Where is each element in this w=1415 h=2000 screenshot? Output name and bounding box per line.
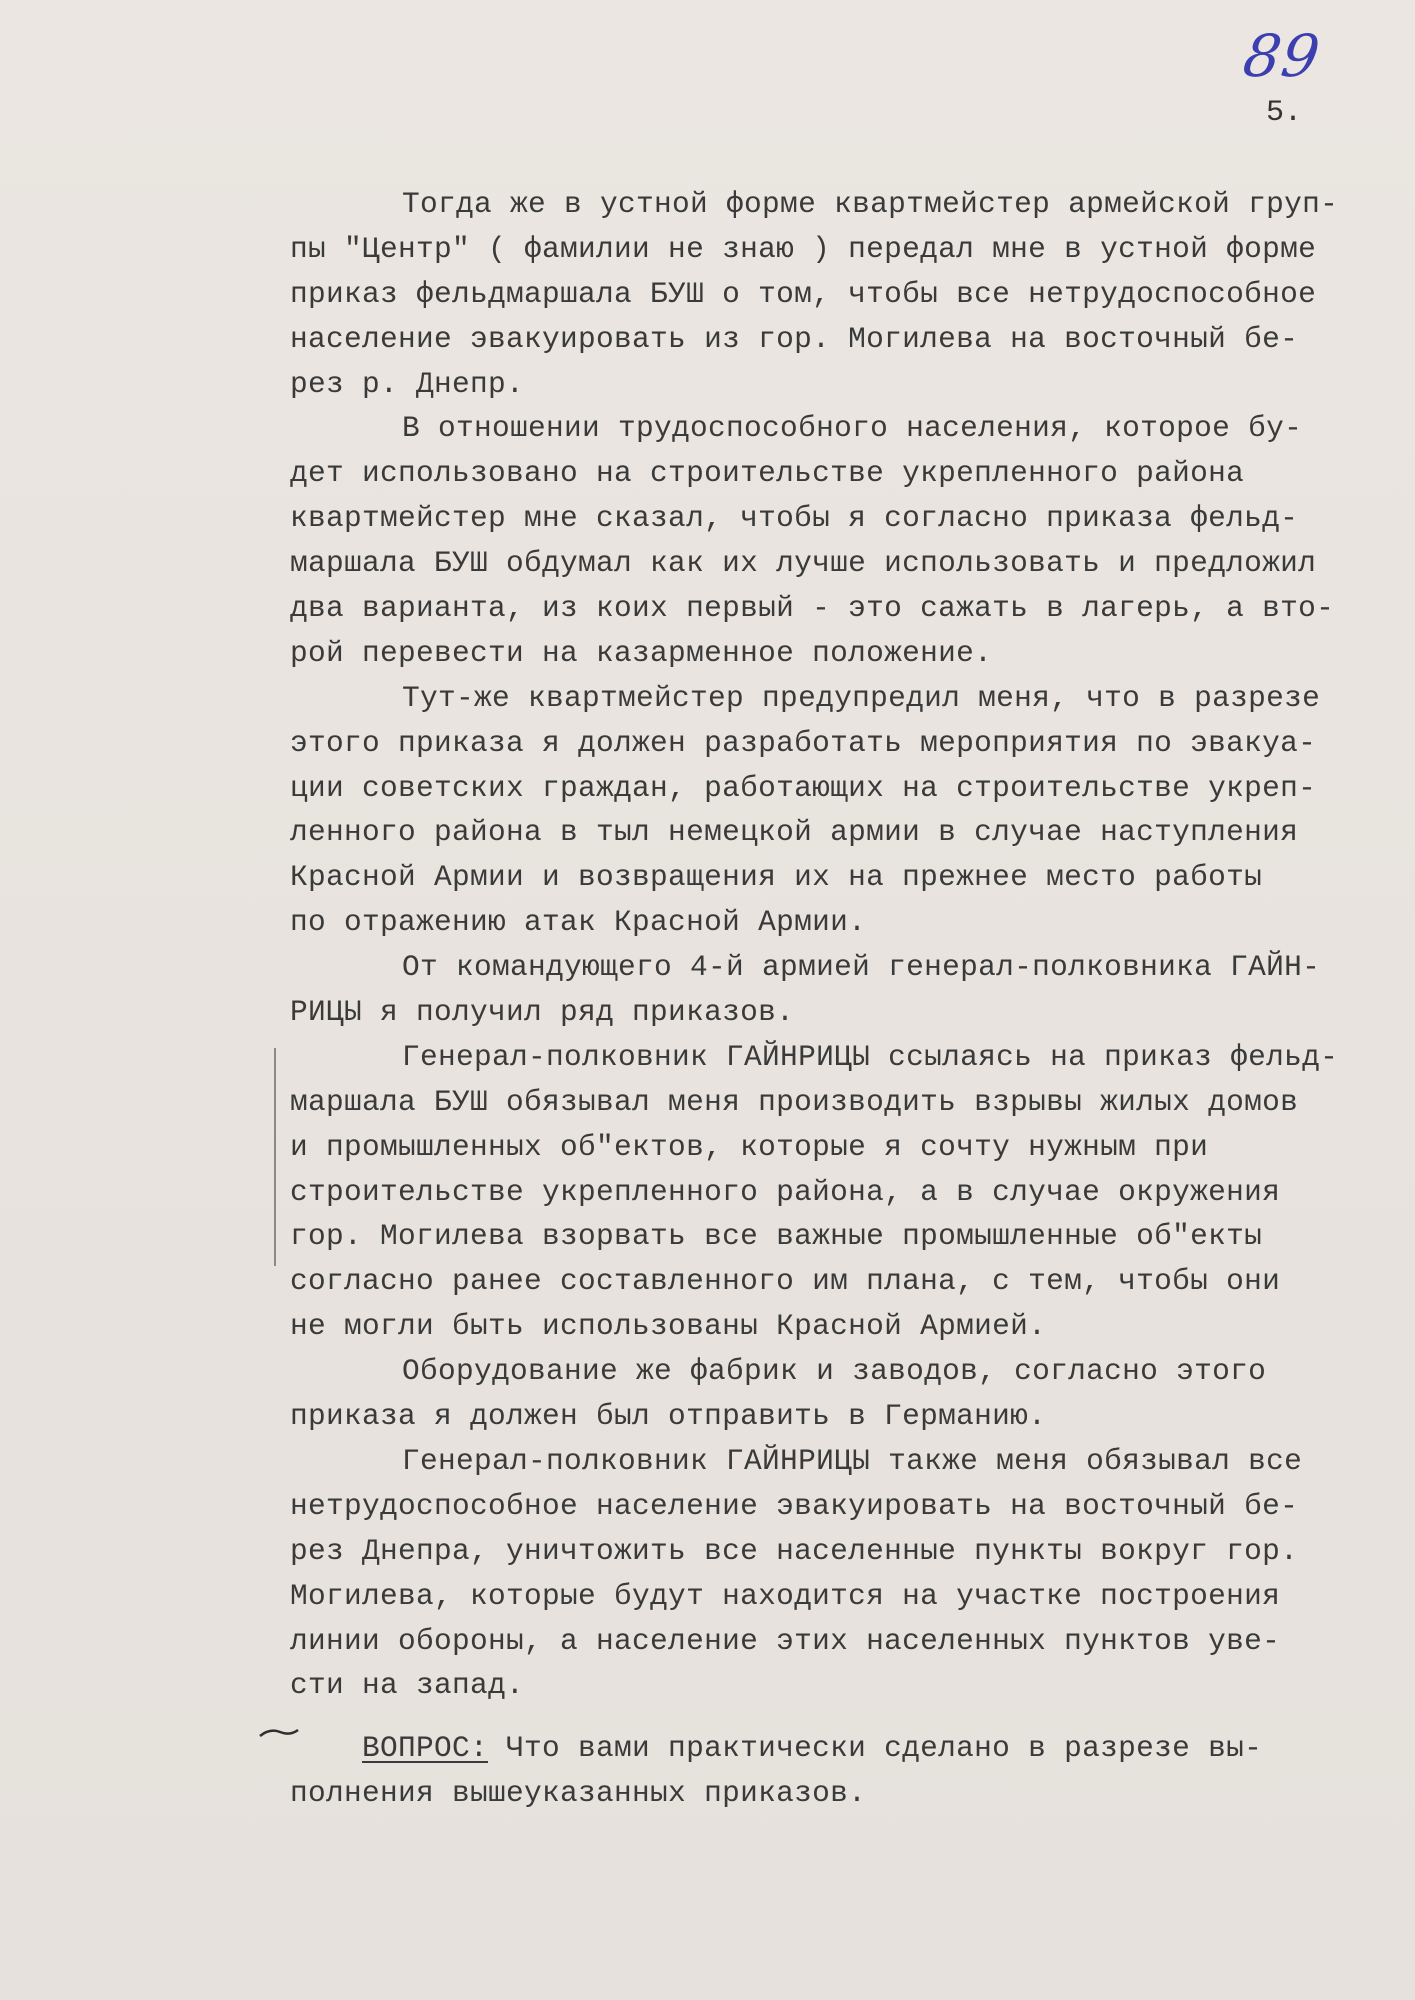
- text-line: два варианта, из коих первый - это сажать в лагерь, а вто-: [290, 591, 1335, 626]
- text-line: пы "Центр" ( фамилии не знаю ) передал мне в устной форме: [290, 231, 1317, 266]
- text-line: население эвакуировать из гор. Могилева на восточный бе-: [290, 321, 1299, 356]
- archive-page-number: 89: [1239, 22, 1325, 90]
- text-line: квартмейстер мне сказал, чтобы я согласно приказа фельд-: [290, 501, 1299, 536]
- margin-mark-bar: [274, 1048, 276, 1266]
- text-line: От командующего 4-й армией генерал-полковника ГАЙН-: [402, 950, 1321, 985]
- text-line: этого приказа я должен разработать мероприятия по эвакуа-: [290, 725, 1317, 760]
- text-line: дет использовано на строительстве укрепленного района: [290, 456, 1245, 491]
- page-number: 5.: [1266, 96, 1303, 130]
- text-line: Красной Армии и возвращения их на прежнее место работы: [290, 860, 1263, 895]
- text-line: приказ фельдмаршала БУШ о том, чтобы все нетрудоспособное: [290, 276, 1317, 311]
- text-line: Могилева, которые будут находится на участке построения: [290, 1578, 1281, 1613]
- text-line: приказа я должен был отправить в Германию.: [290, 1399, 1047, 1434]
- text-line: рез Днепра, уничтожить все населенные пункты вокруг гор.: [290, 1533, 1299, 1568]
- text-line: маршала БУШ обдумал как их лучше использовать и предложил: [290, 546, 1317, 581]
- text-line: рез р. Днепр.: [290, 366, 525, 401]
- text-line: по отражению атак Красной Армии.: [290, 905, 867, 940]
- text-line: Генерал-полковник ГАЙНРИЦЫ также меня обязывал все: [402, 1443, 1303, 1478]
- text-line: гор. Могилева взорвать все важные промышленные об"екты: [290, 1219, 1263, 1254]
- text-line: Оборудование же фабрик и заводов, согласно этого: [402, 1354, 1267, 1389]
- text-line: строительстве укрепленного района, а в случае окружения: [290, 1174, 1281, 1209]
- document-body: [290, 182, 1350, 1816]
- text-line: маршала БУШ обязывал меня производить взрывы жилых домов: [290, 1084, 1299, 1119]
- text-line: и промышленных об"ектов, которые я сочту нужным при: [290, 1129, 1209, 1164]
- text-line: линии обороны, а население этих населенных пунктов уве-: [290, 1623, 1281, 1658]
- text-line: ленного района в тыл немецкой армии в случае наступления: [290, 815, 1299, 850]
- text-line: согласно ранее составленного им плана, с тем, чтобы они: [290, 1264, 1281, 1299]
- text-line: В отношении трудоспособного населения, которое бу-: [402, 411, 1303, 446]
- text-line: сти на запад.: [290, 1668, 525, 1703]
- text-line: РИЦЫ я получил ряд приказов.: [290, 995, 795, 1030]
- text-line: не могли быть использованы Красной Армией.: [290, 1309, 1047, 1344]
- question-label: ВОПРОС:: [362, 1731, 489, 1766]
- text-line: ции советских граждан, работающих на строительстве укреп-: [290, 770, 1317, 805]
- text-line: нетрудоспособное население эвакуировать на восточный бе-: [290, 1488, 1299, 1523]
- text-line: Тут-же квартмейстер предупредил меня, что в разрезе: [402, 680, 1321, 715]
- text-line: рой перевести на казарменное положение.: [290, 635, 993, 670]
- text-line: Тогда же в устной форме квартмейстер армейской груп-: [402, 187, 1339, 221]
- question-line: [290, 1726, 1350, 1771]
- question-line-2: полнения вышеуказанных приказов.: [290, 1776, 867, 1811]
- text-line: Генерал-полковник ГАЙНРИЦЫ ссылаясь на приказ фельд-: [402, 1039, 1339, 1074]
- question-text: Что вами практически сделано в разрезе вы-: [488, 1731, 1263, 1766]
